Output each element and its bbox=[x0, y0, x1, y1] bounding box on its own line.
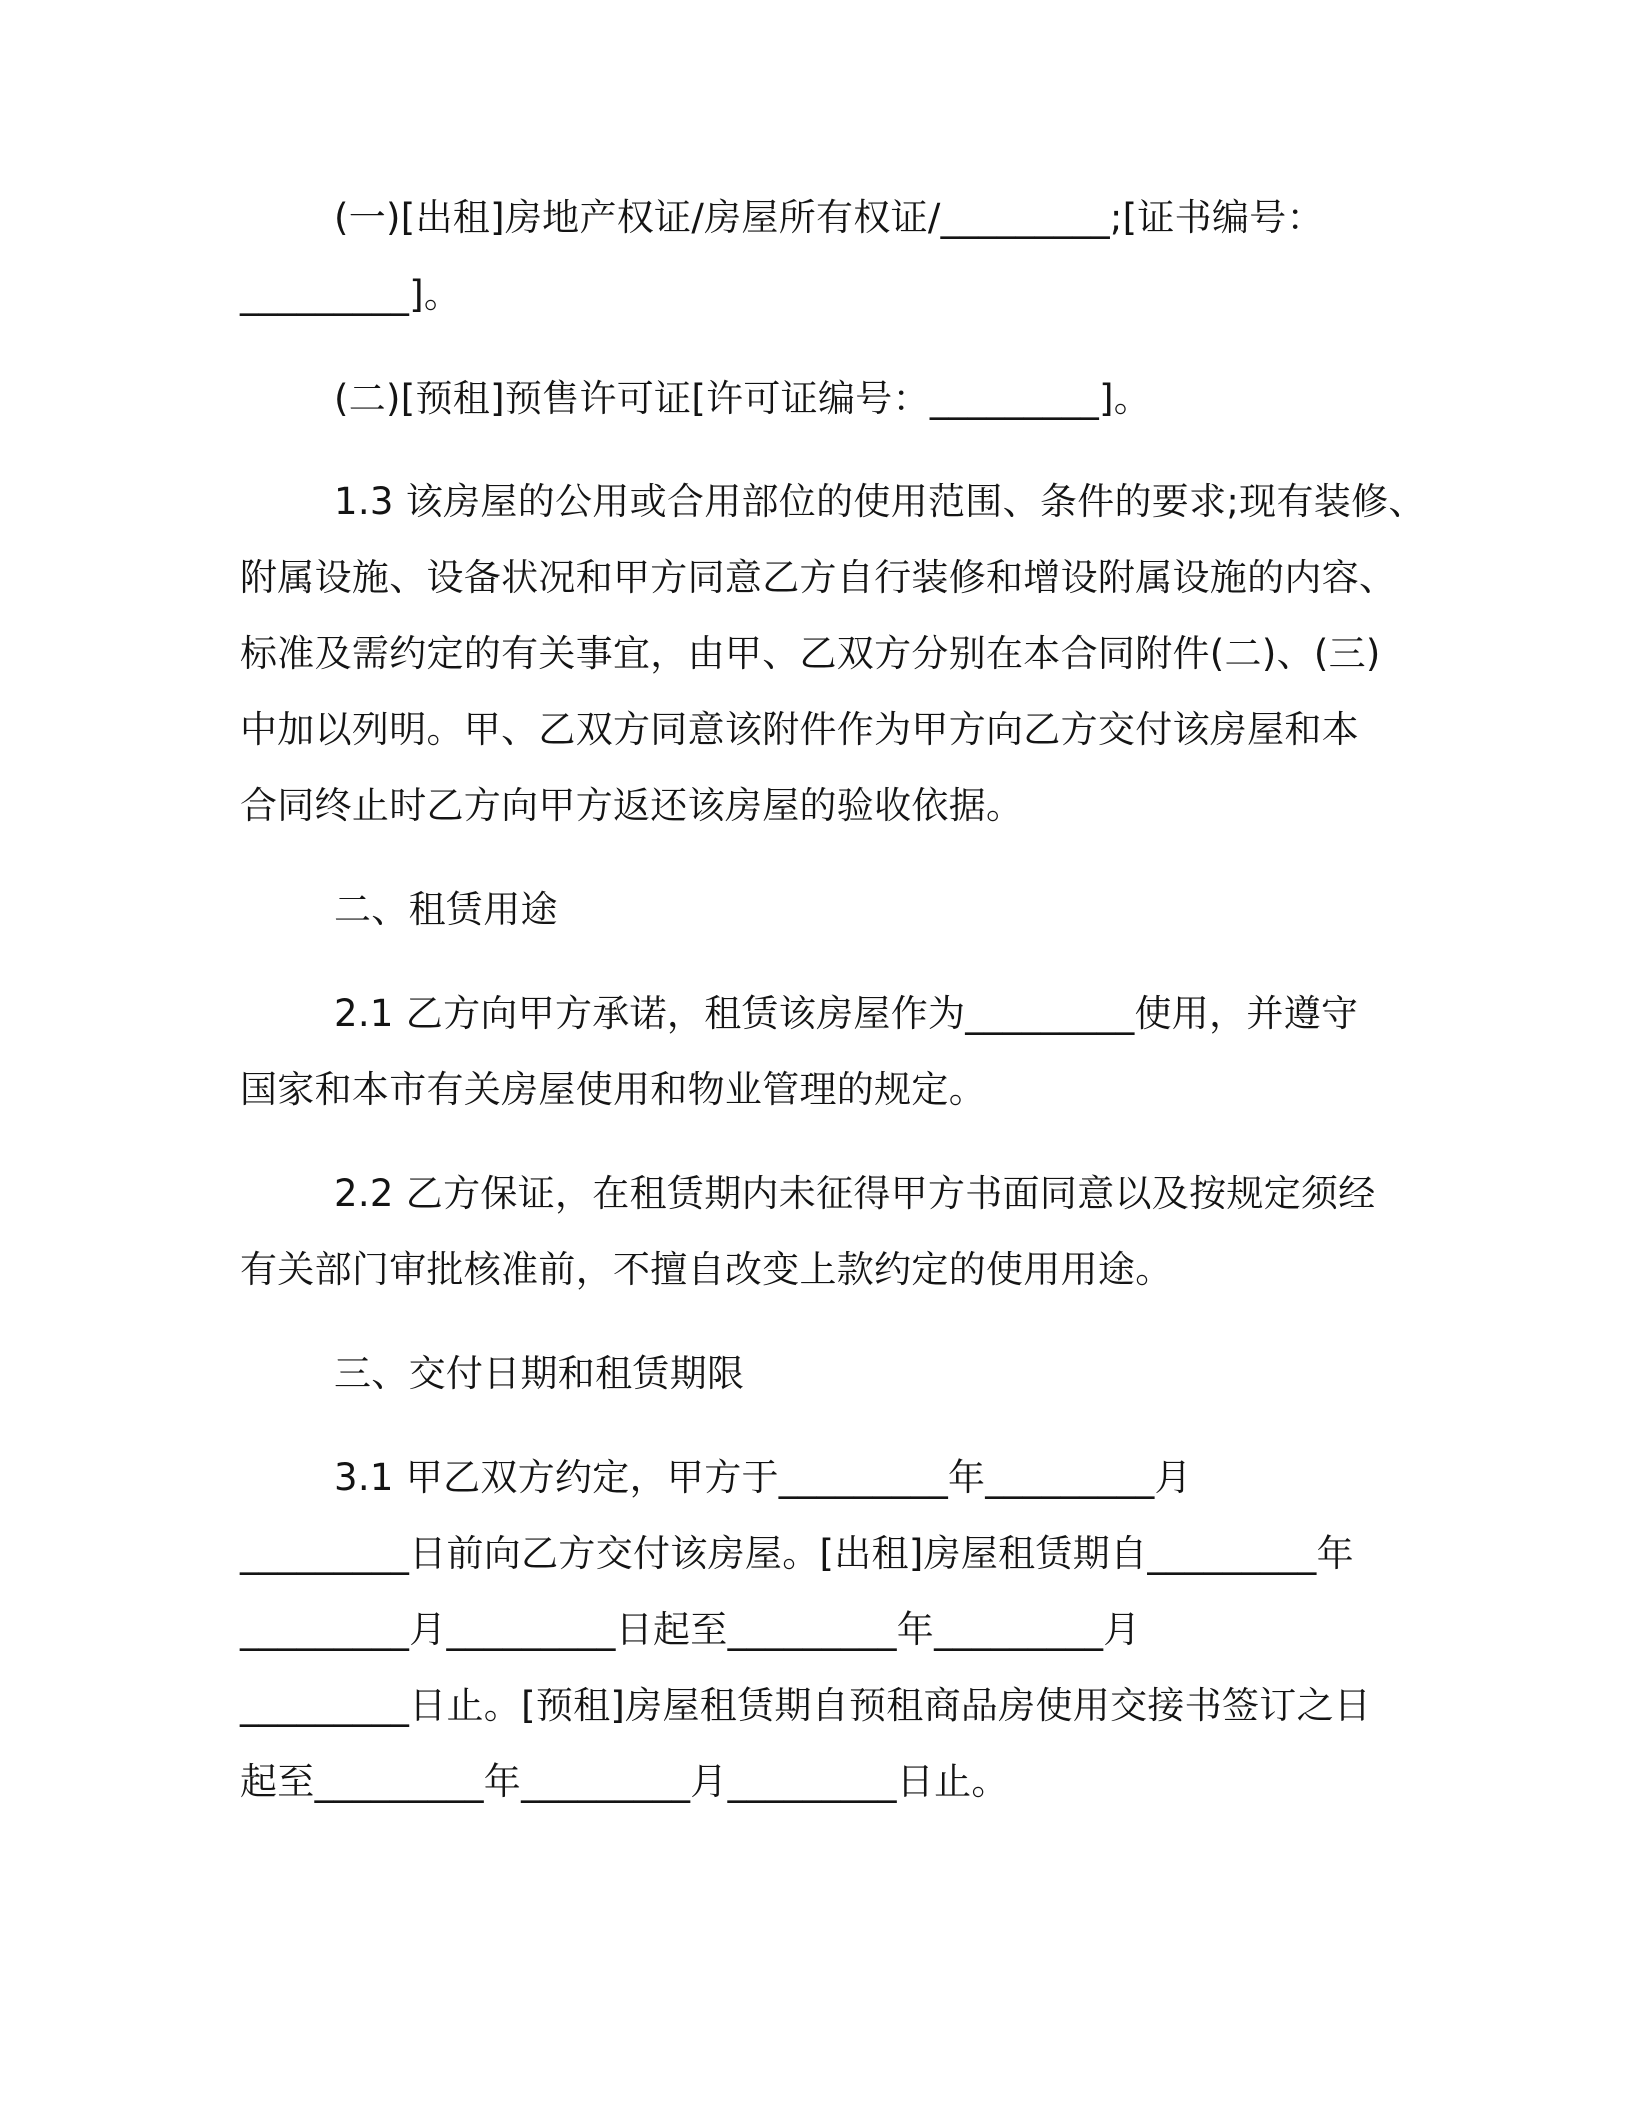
clause-1-3-line-1: 1.3 该房屋的公用或合用部位的使用范围、条件的要求;现有装修、 bbox=[334, 480, 1426, 523]
clause-2-presale-permit: (二)[预租]预售许可证[许可证编号：_________]。 bbox=[334, 377, 1152, 420]
clause-2-1-line-2: 国家和本市有关房屋使用和物业管理的规定。 bbox=[240, 1068, 986, 1111]
clause-1-3-line-3: 标准及需约定的有关事宜，由甲、乙双方分别在本合同附件(二)、(三) bbox=[240, 632, 1381, 675]
clause-1-certificate-line: (一)[出租]房地产权证/房屋所有权证/_________;[证书编号： bbox=[334, 196, 1324, 239]
clause-1-3-line-4: 中加以列明。甲、乙双方同意该附件作为甲方向乙方交付该房屋和本 bbox=[240, 708, 1359, 751]
clause-3-1-line-4: _________日止。[预租]房屋租赁期自预租商品房使用交接书签订之日 bbox=[240, 1684, 1372, 1727]
clause-3-1-line-3: _________月_________日起至_________年_________月 bbox=[240, 1608, 1141, 1651]
clause-3-1-line-1: 3.1 甲乙双方约定，甲方于_________年_________月 bbox=[334, 1456, 1192, 1499]
section-heading-delivery-term: 三、交付日期和租赁期限 bbox=[334, 1352, 745, 1395]
clause-2-2-line-2: 有关部门审批核准前，不擅自改变上款约定的使用用途。 bbox=[240, 1248, 1173, 1291]
clause-1-3-line-2: 附属设施、设备状况和甲方同意乙方自行装修和增设附属设施的内容、 bbox=[240, 556, 1397, 599]
section-heading-lease-purpose: 二、租赁用途 bbox=[334, 888, 558, 931]
clause-1-certificate-number: _________]。 bbox=[240, 273, 462, 316]
clause-1-3-line-5: 合同终止时乙方向甲方返还该房屋的验收依据。 bbox=[240, 784, 1024, 827]
clause-3-1-line-2: _________日前向乙方交付该房屋。[出租]房屋租赁期自_________年 bbox=[240, 1532, 1354, 1575]
clause-2-1-line-1: 2.1 乙方向甲方承诺，租赁该房屋作为_________使用，并遵守 bbox=[334, 992, 1359, 1035]
clause-3-1-line-5: 起至_________年_________月_________日止。 bbox=[240, 1760, 1009, 1803]
clause-2-2-line-1: 2.2 乙方保证，在租赁期内未征得甲方书面同意以及按规定须经 bbox=[334, 1172, 1376, 1215]
